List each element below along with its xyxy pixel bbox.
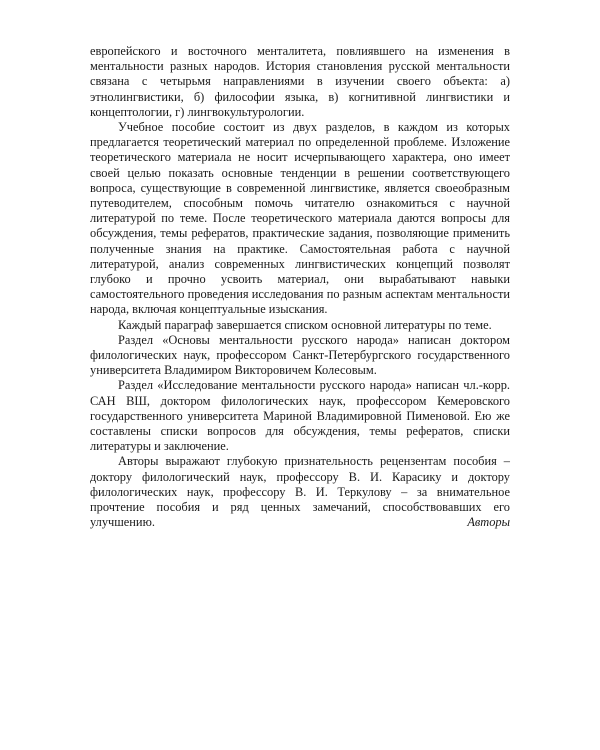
body-text xyxy=(90,44,510,531)
paragraph-section-one-author: Раздел «Основы ментальности русского народа» написан доктором филологических наук, профессором Санкт-Петербургского государственного университета Владимиром Викторовичем Колесовым. xyxy=(90,332,510,378)
paragraph-acknowledgements: Авторы выражают глубокую признательность рецензентам пособия – доктору филологический наук, профессору В. И. Карасику и доктору филологических наук, профессору В. И. Теркулову – за внимательное прочтение пособия и ряд ценных замечаний, способствовавших его улучшению. xyxy=(90,454,510,530)
paragraph-textbook-structure: Учебное пособие состоит из двух разделов, в каждом из которых предлагается теоретический материал по определенной проблеме. Изложение теоретического материала не носит исчерпывающего характера, оно имеет своей целью показать основные тенденции в решении соответствующего вопроса, существующие в современной лингвистике, является своеобразным путеводителем, способным помочь читателю ознакомиться с научной литературой по теме. После теоретического материала даются вопросы для обсуждения, темы рефератов, практические задания, позволяющие применить полученные знания на практике. Самостоятельная работа с научной литературой, анализ современных лингвистических концепций позволят глубоко и прочно усвоить материал, они вырабатывают навыки самостоятельного проведения исследования по разным аспектам ментальности народа, включая концептуальные изыскания. xyxy=(90,120,510,317)
paragraph-continuation: европейского и восточного менталитета, повлиявшего на изменения в ментальности разных народов. История становления русской ментальности связана с четырьмя направлениями в изучении своего объекта: а) этнолингвистики, б) философии языка, в) когнитивной лингвистики и концептологии, г) лингвокультурологии. xyxy=(90,44,510,119)
paragraph-section-two-author: Раздел «Исследование ментальности русского народа» написан чл.-корр. САН ВШ, доктором филологических наук, профессором Кемеровского государственного университета Мариной Владимировной Пименовой. Ею же составлены списки вопросов для обсуждения, темы рефератов, списки литературы и заключение. xyxy=(90,378,510,454)
authors-signature: Авторы xyxy=(467,515,510,529)
paragraph-literature-note: Каждый параграф завершается списком основной литературы по теме. xyxy=(118,317,492,332)
